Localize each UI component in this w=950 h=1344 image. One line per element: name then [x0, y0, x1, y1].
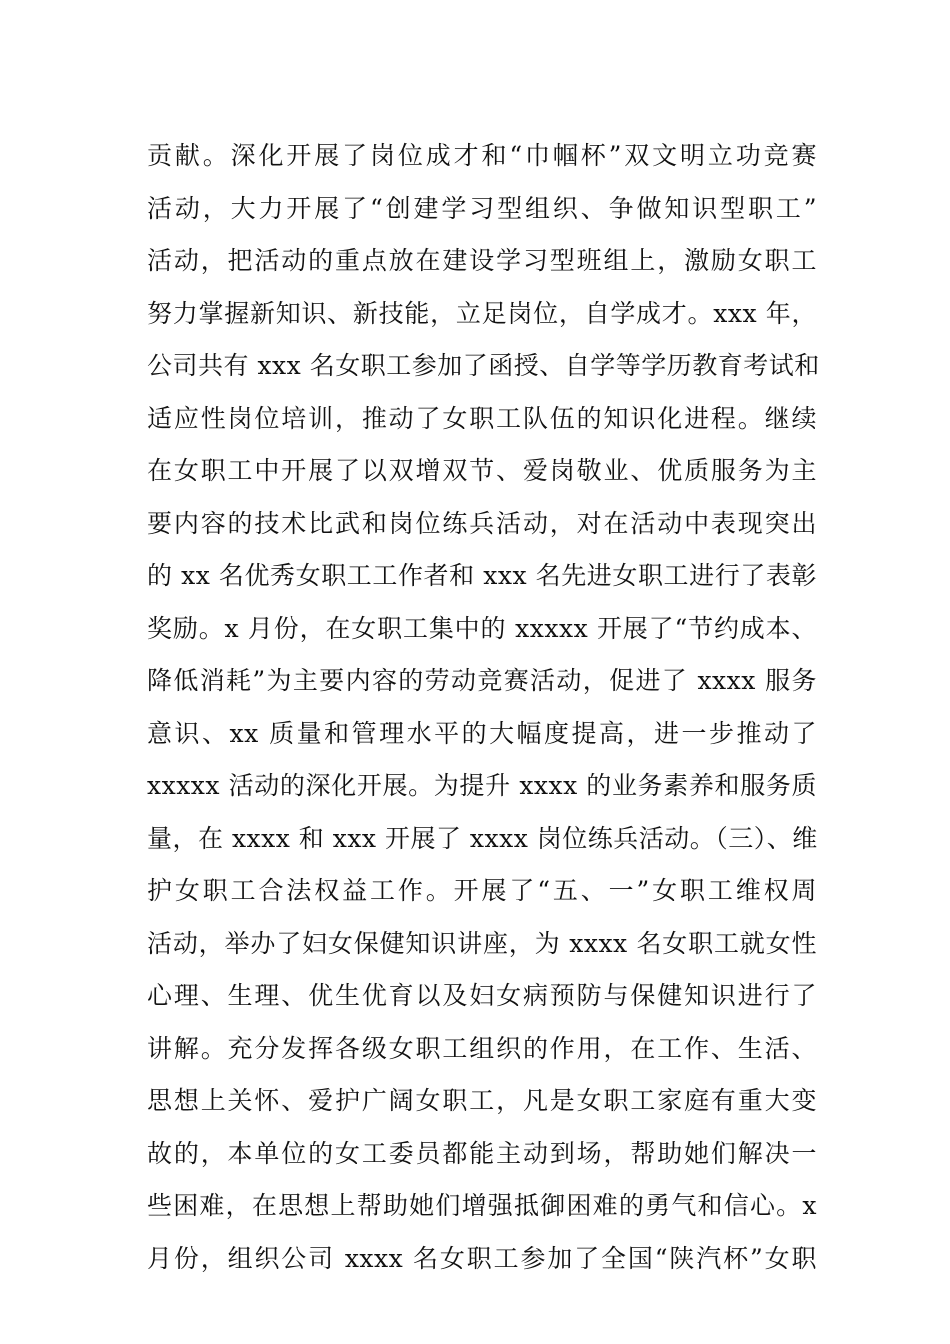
text-line-12: 意识、xx 质量和管理水平的大幅度提高，进一步推动了	[147, 718, 817, 748]
text-line-18: 讲解。充分发挥各级女职工组织的作用，在工作、生活、	[147, 1033, 817, 1063]
text-line-17: 心理、生理、优生优育以及妇女病预防与保健知识进行了	[147, 981, 817, 1010]
text-line-2: 活动，大力开展了“创建学习型组织、争做知识型职工”	[147, 193, 817, 223]
text-line-8: 要内容的技术比武和岗位练兵活动，对在活动中表现突出	[147, 508, 817, 538]
text-line-3: 活动，把活动的重点放在建设学习型班组上，激励女职工	[147, 246, 817, 275]
text-line-13: xxxxx 活动的深化开展。为提升 xxxx 的业务素养和服务质	[147, 771, 817, 800]
text-line-1: 贡献。深化开展了岗位成才和“巾帼杯”双文明立功竞赛	[147, 141, 817, 170]
text-line-6: 适应性岗位培训，推动了女职工队伍的知识化进程。继续	[147, 403, 817, 433]
text-line-20: 故的，本单位的女工委员都能主动到场，帮助她们解决一	[147, 1138, 817, 1168]
text-line-19: 思想上关怀、爱护广阔女职工，凡是女职工家庭有重大变	[147, 1086, 817, 1115]
text-line-4: 努力掌握新知识、新技能，立足岗位，自学成才。xxx 年，	[147, 298, 817, 328]
text-line-5: 公司共有 xxx 名女职工参加了函授、自学等学历教育考试和	[147, 351, 820, 380]
text-line-10: 奖励。x 月份，在女职工集中的 xxxxx 开展了“节约成本、	[147, 613, 817, 643]
text-line-7: 在女职工中开展了以双增双节、爱岗敬业、优质服务为主	[147, 456, 817, 485]
text-line-21: 些困难，在思想上帮助她们增强抵御困难的勇气和信心。x	[147, 1191, 817, 1220]
text-line-16: 活动，举办了妇女保健知识讲座，为 xxxx 名女职工就女性	[147, 928, 817, 958]
body-text	[147, 130, 820, 1285]
text-line-14: 量，在 xxxx 和 xxx 开展了 xxxx 岗位练兵活动。（三）、维	[147, 823, 818, 853]
text-line-22: 月份，组织公司 xxxx 名女职工参加了全国“陕汽杯”女职	[147, 1243, 817, 1273]
text-line-15: 护女职工合法权益工作。开展了“五、一”女职工维权周	[147, 876, 817, 905]
text-line-11: 降低消耗”为主要内容的劳动竞赛活动，促进了 xxxx 服务	[147, 666, 817, 695]
text-line-9: 的 xx 名优秀女职工工作者和 xxx 名先进女职工进行了表彰	[147, 561, 817, 590]
